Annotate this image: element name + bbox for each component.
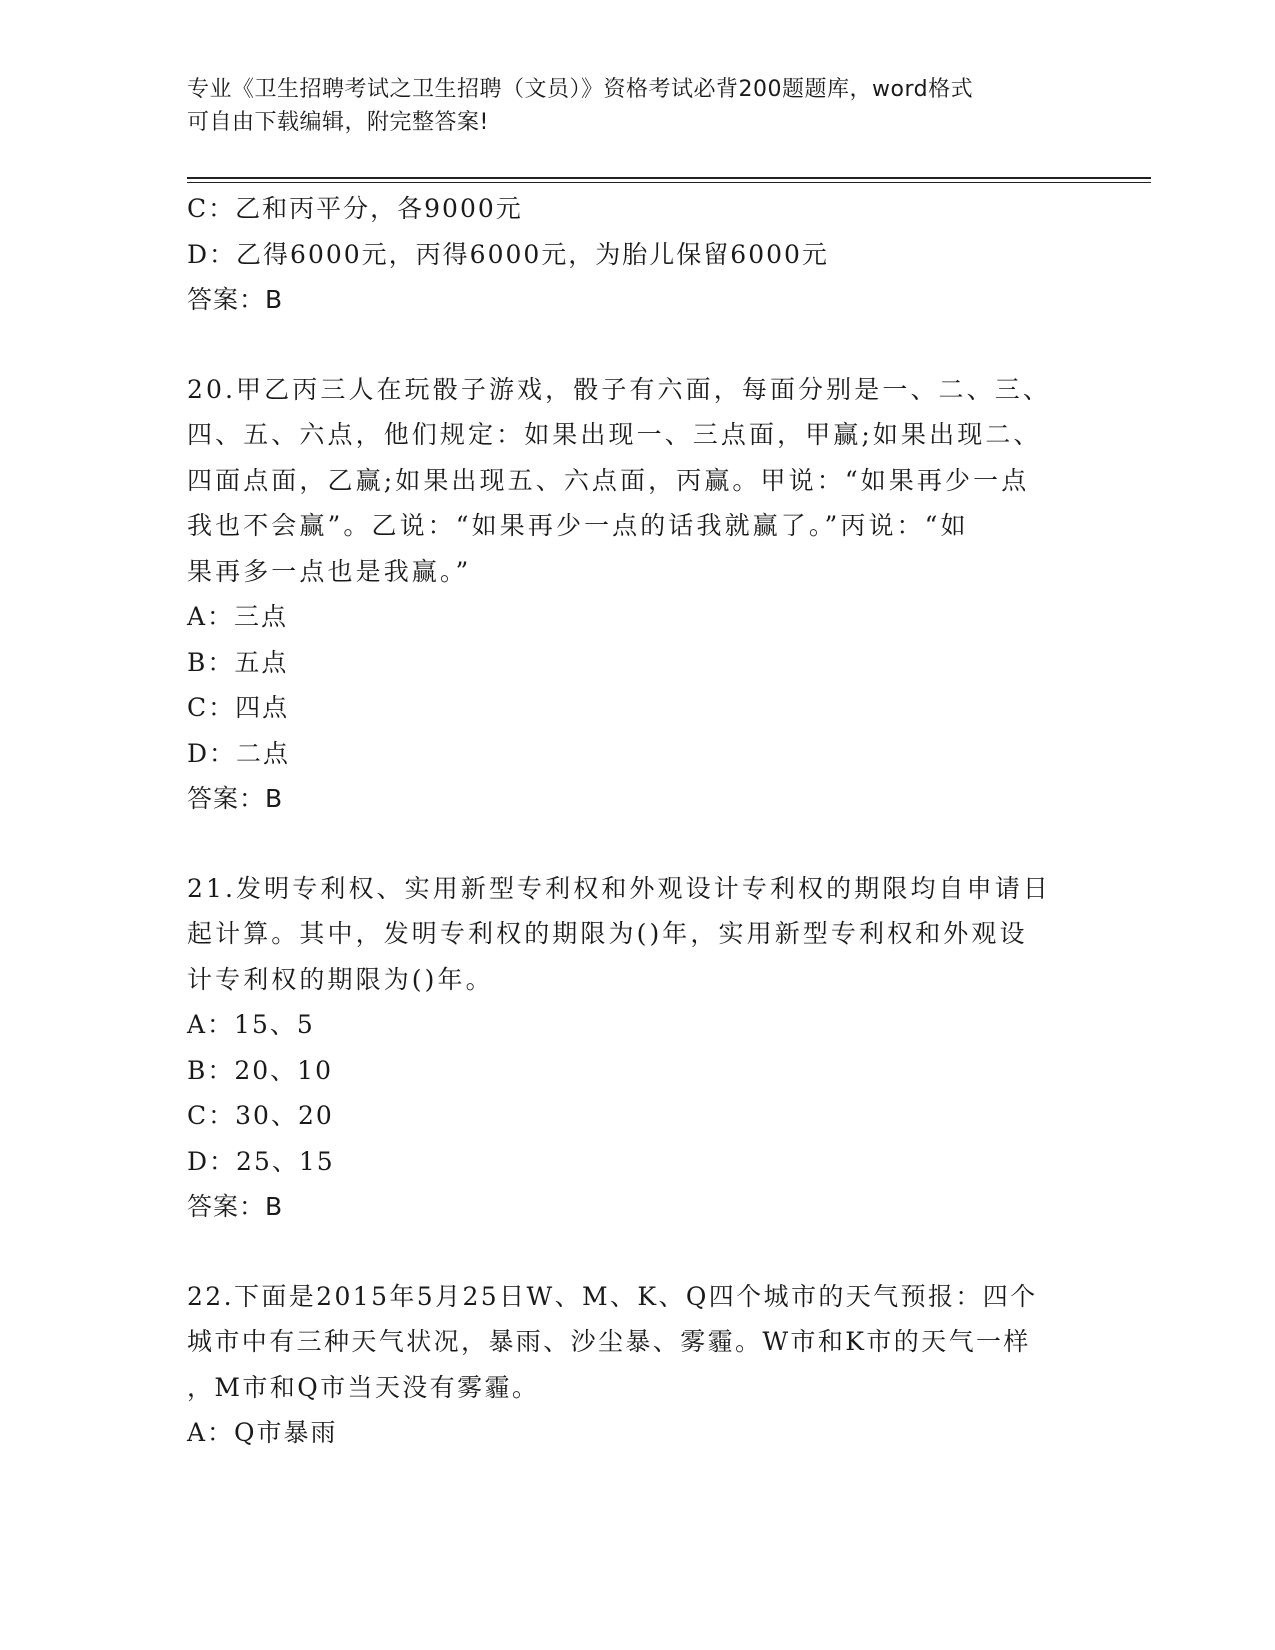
answer-line: 答案：B <box>187 285 284 314</box>
question-text-line: 果再多一点也是我赢。” <box>187 556 472 586</box>
option-d: D：25、15 <box>187 1146 335 1176</box>
answer-line: 答案：B <box>187 1192 284 1221</box>
option-c: C：四点 <box>187 693 290 722</box>
header-title-line-2: 可自由下载编辑，附完整答案! <box>187 110 489 135</box>
option-a: A：三点 <box>187 602 289 631</box>
document-header <box>187 73 1067 139</box>
question-text-line: 21.发明专利权、实用新型专利权和外观设计专利权的期限均自申请日 <box>187 873 1051 903</box>
option-b: B：20、10 <box>187 1055 333 1085</box>
header-rule-thin <box>187 182 1151 183</box>
question-text-line: 20.甲乙丙三人在玩骰子游戏，骰子有六面，每面分别是一、二、三、 <box>187 374 1051 404</box>
option-a: A：Q市暴雨 <box>187 1418 338 1447</box>
question-text-line: ，M市和Q市当天没有雾霾。 <box>187 1372 540 1402</box>
question-20 <box>187 367 1087 822</box>
header-title-line-1: 专业《卫生招聘考试之卫生招聘（文员）》资格考试必背200题题库，word格式 <box>187 77 974 102</box>
question-content <box>187 186 1087 1456</box>
continued-question <box>187 186 1087 323</box>
option-d: D：乙得6000元，丙得6000元，为胎儿保留6000元 <box>187 239 829 269</box>
option-b: B：五点 <box>187 647 289 677</box>
question-21 <box>187 866 1087 1230</box>
header-rule-thick <box>187 177 1151 179</box>
question-22 <box>187 1274 1087 1456</box>
option-c: C：乙和丙平分，各9000元 <box>187 194 523 223</box>
question-text-line: 城市中有三种天气状况，暴雨、沙尘暴、雾霾。W市和K市的天气一样 <box>187 1327 1031 1356</box>
question-text-line: 我也不会赢”。乙说：“如果再少一点的话我就赢了。”丙说：“如 <box>187 511 969 540</box>
option-c: C：30、20 <box>187 1101 334 1130</box>
question-text-line: 四面点面，乙赢;如果出现五、六点面，丙赢。甲说：“如果再少一点 <box>187 465 1030 495</box>
question-text-line: 起计算。其中，发明专利权的期限为()年，实用新型专利权和外观设 <box>187 919 1028 948</box>
option-d: D：二点 <box>187 738 291 768</box>
answer-line: 答案：B <box>187 784 284 813</box>
question-text-line: 计专利权的期限为()年。 <box>187 964 494 994</box>
option-a: A：15、5 <box>187 1010 315 1039</box>
question-text-line: 22.下面是2015年5月25日W、M、K、Q四个城市的天气预报：四个 <box>187 1281 1038 1311</box>
question-text-line: 四、五、六点，他们规定：如果出现一、三点面，甲赢;如果出现二、 <box>187 420 1042 449</box>
